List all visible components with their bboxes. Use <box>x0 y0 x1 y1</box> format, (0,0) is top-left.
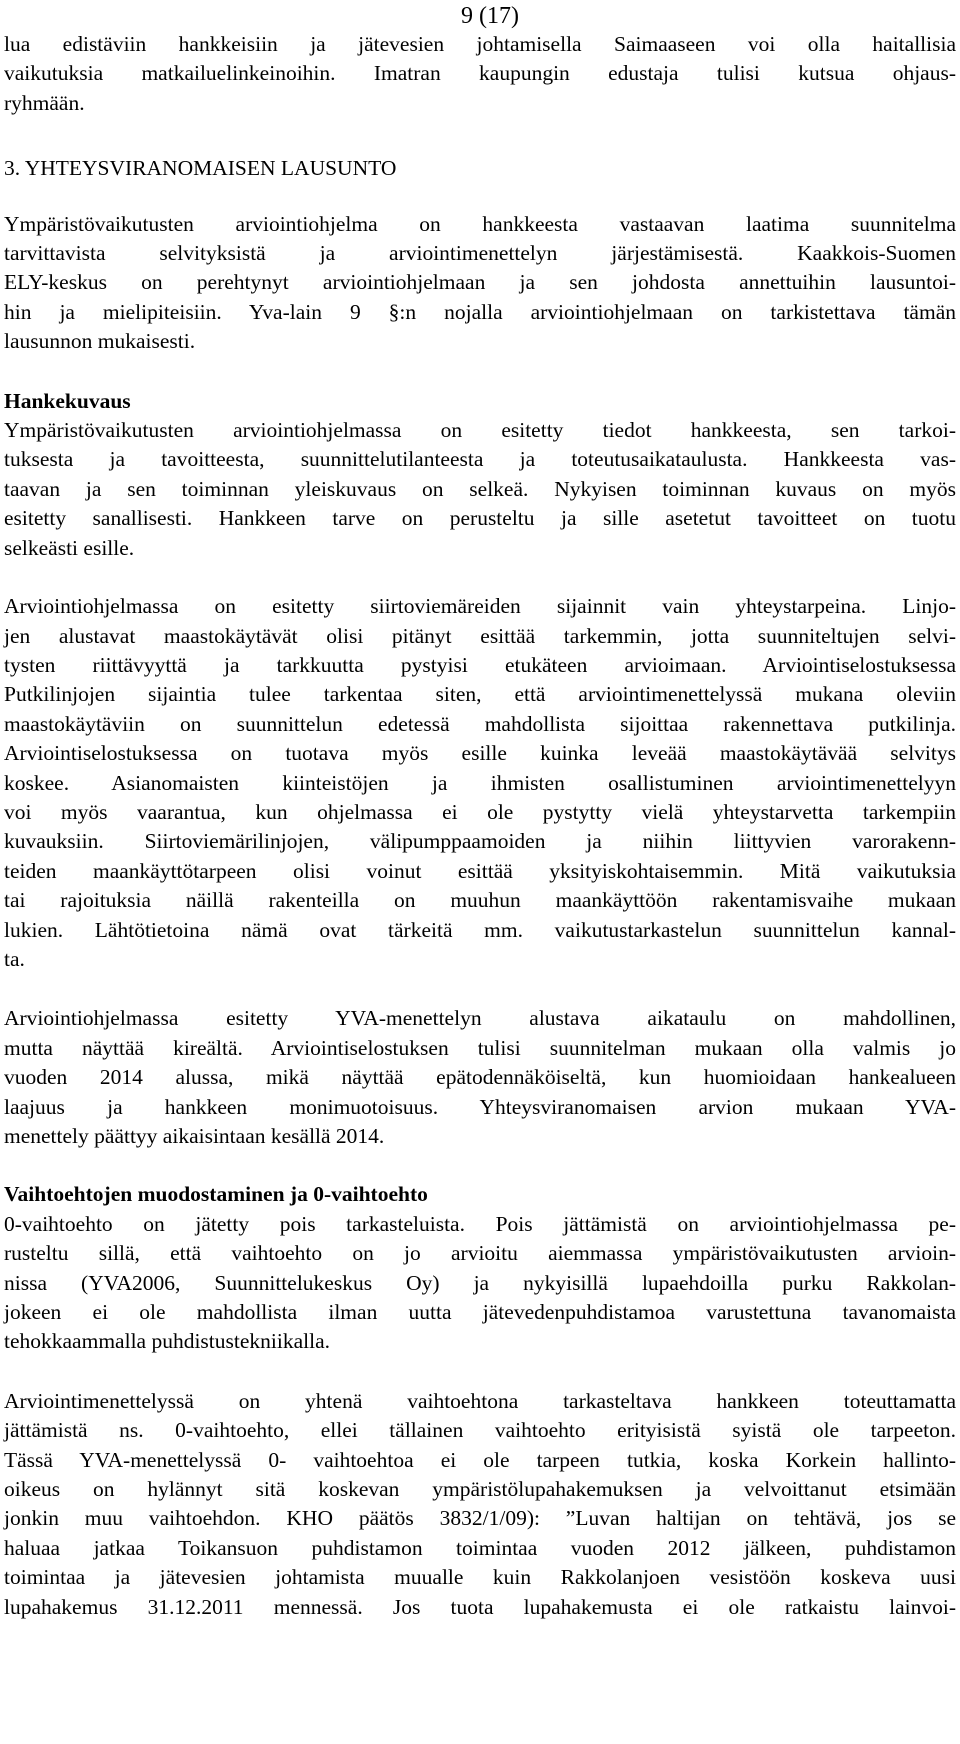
page-number: 9 (17) <box>461 3 519 29</box>
text-line: koskee. Asianomaisten kiinteistöjen ja ihmisten osallistuminen arviointimenettelyyn <box>4 770 956 795</box>
text-line: tuksesta ja tavoitteesta, suunnittelutilanteesta ja toteutusaikataulusta. Hankkeesta vas- <box>4 447 956 472</box>
document-page <box>4 0 956 1622</box>
intro-paragraph <box>4 30 956 118</box>
text-line: Arviointiohjelmassa on esitetty siirtoviemäreiden sijainnit vain yhteystarpeina. Linjo- <box>4 594 956 619</box>
text-line: selkeästi esille. <box>4 535 135 560</box>
vaihtoehdot-paragraph <box>4 1210 956 1357</box>
text-line: lukien. Lähtötietoina nämä ovat tärkeitä mm. vaikutustarkastelun suunnittelun kannal- <box>4 917 956 942</box>
text-line: nissa (YVA2006, Suunnittelukeskus Oy) ja nykyisillä lupaehdoilla purku Rakkolan- <box>4 1270 956 1295</box>
text-line: jättämistä ns. 0-vaihtoehto, ellei tällainen vaihtoehto erityisistä syistä ole tarpeeton. <box>4 1418 956 1443</box>
text-line: Arviointimenettelyssä on yhtenä vaihtoehtona tarkasteltava hankkeen toteuttamatta <box>4 1388 956 1413</box>
text-line: voi myös vaarantua, kun ohjelmassa ei ole pystytty vielä yhteystarvetta tarkempiin <box>4 799 956 824</box>
text-line: vaikutuksia matkailuelinkeinoihin. Imatran kaupungin edustaja tulisi kutsua ohjaus- <box>4 61 956 86</box>
text-line: ryhmään. <box>4 90 85 115</box>
siirtoviemari-paragraph <box>4 592 956 974</box>
text-line: Ympäristövaikutusten arviointiohjelmassa on esitetty tiedot hankkeesta, sen tarkoi- <box>4 418 956 443</box>
text-line: esitetty sanallisesti. Hankkeen tarve on perusteltu ja sille asetetut tavoitteet on tuotu <box>4 506 956 531</box>
text-line: 0-vaihtoehto on jätetty pois tarkasteluista. Pois jättämistä on arviointiohjelmassa pe- <box>4 1211 956 1236</box>
text-line: Putkilinjojen sijaintia tulee tarkentaa siten, että arviointimenettelyssä mukana oleviin <box>4 682 956 707</box>
section-title: 3. YHTEYSVIRANOMAISEN LAUSUNTO <box>4 156 397 181</box>
text-line: lua edistäviin hankkeisiin ja jätevesien johtamisella Saimaaseen voi olla haitallisia <box>4 32 956 56</box>
text-line: lupahakemus 31.12.2011 mennessä. Jos tuota lupahakemusta ei ole ratkaistu lainvoi- <box>4 1594 956 1619</box>
text-line: lausunnon mukaisesti. <box>4 329 196 354</box>
text-line: tehokkaammalla puhdistustekniikalla. <box>4 1329 331 1354</box>
text-line: Ympäristövaikutusten arviointiohjelma on hankkeesta vastaavan laatima suunnitelma <box>4 211 956 236</box>
text-line: hin ja mielipiteisiin. Yva-lain 9 §:n nojalla arviointiohjelmaan on tarkistettava tämän <box>4 299 956 324</box>
vaihtoehdot-heading: Vaihtoehtojen muodostaminen ja 0-vaihtoehto <box>4 1182 428 1207</box>
text-line: ELY-keskus on perehtynyt arviointiohjelmaan ja sen johdosta annettuihin lausuntoi- <box>4 270 956 295</box>
text-line: jen alustavat maastokäytävät olisi pitänyt esittää tarkemmin, jotta suunniteltujen selvi- <box>4 623 956 648</box>
text-line: Tässä YVA-menettelyssä 0- vaihtoehtoa ei ole tarpeen tutkia, koska Korkein hallinto- <box>4 1447 956 1472</box>
hankekuvaus-paragraph <box>4 416 956 563</box>
text-line: laajuus ja hankkeen monimuotoisuus. Yhteysviranomaisen arvion mukaan YVA- <box>4 1094 956 1119</box>
text-line: tarvittavista selvityksistä ja arviointimenettelyn järjestämisestä. Kaakkois-Suomen <box>4 241 956 266</box>
text-line: tysten riittävyyttä ja tarkkuutta pystyisi etukäteen arvioimaan. Arviointiselostuksessa <box>4 652 956 677</box>
text-line: haluaa jatkaa Toikansuon puhdistamon toimintaa vuoden 2012 jälkeen, puhdistamon <box>4 1535 956 1560</box>
text-line: teiden maankäyttötarpeen olisi voinut esittää yksityiskohtaisemmin. Mitä vaikutuksia <box>4 858 956 883</box>
text-line: taavan ja sen toiminnan yleiskuvaus on selkeä. Nykyisen toiminnan kuvaus on myös <box>4 476 956 501</box>
text-line: Arviointiohjelmassa esitetty YVA-menettelyn alustava aikataulu on mahdollinen, <box>4 1006 956 1031</box>
final-paragraph <box>4 1387 956 1622</box>
text-line: kuvauksiin. Siirtoviemärilinjojen, välipumppaamoiden ja niihin liittyvien varorakenn- <box>4 829 956 854</box>
aikataulu-paragraph <box>4 1004 956 1151</box>
text-line: tai rajoituksia näillä rakenteilla on muuhun maankäyttöön rakentamisvaihe mukaan <box>4 888 956 913</box>
text-line: menettely päättyy aikaisintaan kesällä 2014. <box>4 1124 385 1148</box>
hankekuvaus-heading: Hankekuvaus <box>4 388 131 413</box>
statement-paragraph <box>4 210 956 357</box>
text-line: Arviointiselostuksessa on tuotava myös esille kuinka leveää maastokäytävää selvitys <box>4 741 956 766</box>
text-line: oikeus on hylännyt sitä koskevan ympäristölupahakemuksen ja velvoittanut etsimään <box>4 1477 956 1502</box>
text-line: jokeen ei ole mahdollista ilman uutta jätevedenpuhdistamoa varustettuna tavanomaista <box>4 1300 956 1325</box>
text-line: ta. <box>4 946 25 971</box>
text-line: toimintaa ja jätevesien johtamista muualle kuin Rakkolanjoen vesistöön koskeva uusi <box>4 1565 956 1590</box>
text-line: jonkin muu vaihtoehdon. KHO päätös 3832/1/09): ”Luvan haltijan on tehtävä, jos se <box>4 1506 956 1531</box>
text-line: rusteltu sillä, että vaihtoehto on jo arvioitu aiemmassa ympäristövaikutusten arvioin- <box>4 1241 956 1266</box>
text-line: vuoden 2014 alussa, mikä näyttää epätodennäköiseltä, kun huomioidaan hankealueen <box>4 1065 956 1090</box>
text-line: mutta näyttää kireältä. Arviointiselostuksen tulisi suunnitelman mukaan olla valmis jo <box>4 1035 956 1060</box>
text-line: maastokäytäviin on suunnittelun edetessä mahdollista sijoittaa rakennettava putkilinja. <box>4 711 956 736</box>
